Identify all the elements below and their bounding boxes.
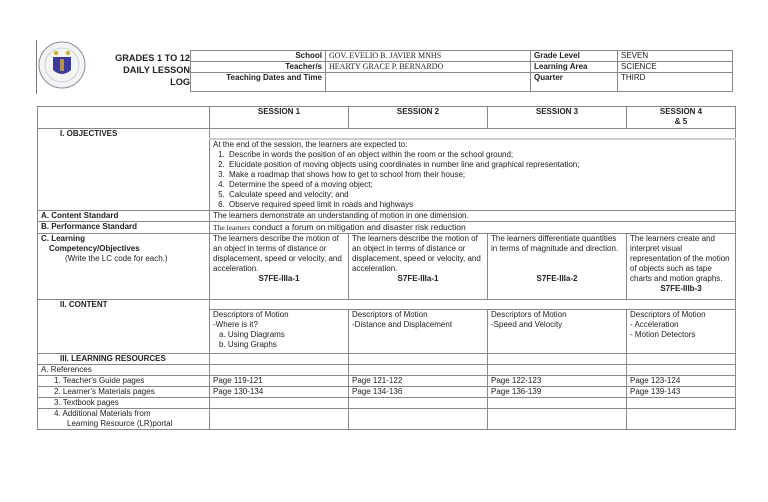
- additional-materials-session-4: [627, 408, 736, 429]
- additional-materials-session-1: [210, 408, 349, 429]
- performance-standard-text: conduct a forum on mitigation and disaster risk reduction: [250, 221, 466, 232]
- corner-cell: [38, 107, 210, 129]
- objective-item: 1. Describe in words the position of an object within the room or the school ground;: [227, 150, 732, 160]
- competency-text: The learners describe the motion of an object in terms of distance or displacement, speed or velocity, and acceleration.: [213, 233, 342, 273]
- objectives-heading: I. OBJECTIVES: [38, 129, 210, 211]
- cell: [488, 364, 627, 375]
- objective-item: 6. Observe required speed limit in roads and highways: [227, 200, 732, 210]
- learners-materials-label: 2. Learner's Materials pages: [38, 386, 210, 397]
- additional-materials-label: [38, 408, 210, 429]
- cell: [210, 353, 349, 364]
- competency-text: The learners create and interpret visual representation of the motion of objects such as tape charts and motion graphs.: [630, 233, 730, 283]
- additional-materials-session-2: [349, 408, 488, 429]
- lc-code: S7FE-IIIa-1: [258, 273, 300, 283]
- content-line: - Acceleration: [630, 319, 679, 329]
- cell: [349, 364, 488, 375]
- learners-materials-session-1: Page 130-134: [210, 386, 349, 397]
- competency-session-1: [210, 233, 349, 299]
- content-line: Descriptors of Motion: [213, 309, 289, 319]
- content-session-4: [627, 309, 736, 353]
- competency-label-line: Competency/Objectives: [49, 243, 140, 253]
- content-line: -Speed and Velocity: [491, 319, 563, 329]
- content-line: Descriptors of Motion: [630, 309, 706, 319]
- content-standard-label: A. Content Standard: [38, 210, 210, 221]
- session-2-header: SESSION 2: [349, 107, 488, 129]
- session-1-header: SESSION 1: [210, 107, 349, 129]
- objective-item: 4. Determine the speed of a moving object;: [227, 180, 732, 190]
- quarter-label: Quarter: [531, 73, 618, 92]
- content-line: -Distance and Displacement: [352, 319, 453, 329]
- content-line: -Where is it?: [213, 319, 258, 329]
- competency-text: The learners differentiate quantities in terms of magnitude and direction.: [491, 233, 619, 253]
- objectives-list: [213, 150, 732, 210]
- content-session-1: [210, 309, 349, 353]
- objectives-cell: [210, 139, 736, 211]
- content-spacer: [210, 299, 736, 309]
- deped-seal-icon: [37, 40, 87, 90]
- teacher-value[interactable]: HEARTY GRACE P. BERNARDO: [326, 62, 531, 73]
- content-heading: II. CONTENT: [38, 299, 210, 353]
- learning-area-label: Learning Area: [531, 62, 618, 73]
- content-line: Descriptors of Motion: [491, 309, 567, 319]
- teachers-guide-session-1: Page 119-121: [210, 375, 349, 386]
- cell: [349, 353, 488, 364]
- objectives-spacer: [210, 129, 736, 139]
- cell: [627, 353, 736, 364]
- teachers-guide-session-3: Page 122-123: [488, 375, 627, 386]
- session-3-header: SESSION 3: [488, 107, 627, 129]
- teachers-guide-session-4: Page 123-124: [627, 375, 736, 386]
- references-label: A. References: [38, 364, 210, 375]
- teaching-dates-value[interactable]: [326, 73, 531, 92]
- lc-code: S7FE-IIIa-2: [536, 273, 578, 283]
- lc-code: S7FE-IIIb-3: [660, 283, 702, 293]
- competency-session-2: [349, 233, 488, 299]
- content-standard-value: The learners demonstrate an understanding of motion in one dimension.: [210, 210, 736, 221]
- learners-materials-session-3: Page 136-139: [488, 386, 627, 397]
- competency-label: [38, 233, 210, 299]
- teachers-guide-label: 1. Teacher's Guide pages: [38, 375, 210, 386]
- objective-item: 5. Calculate speed and velocity; and: [227, 190, 732, 200]
- header-info-table: [190, 50, 733, 92]
- textbook-session-3: [488, 397, 627, 408]
- objective-item: 3. Make a roadmap that shows how to get to school from their house;: [227, 170, 732, 180]
- teacher-label: Teacher/s: [191, 62, 326, 73]
- performance-standard-prefix: The learners: [213, 222, 251, 232]
- session-4-header: [627, 107, 736, 129]
- textbook-session-4: [627, 397, 736, 408]
- school-label: School: [191, 51, 326, 62]
- additional-materials-line: 4. Additional Materials from: [54, 408, 151, 418]
- lc-code: S7FE-IIIa-1: [397, 273, 439, 283]
- performance-standard-value: [210, 221, 736, 233]
- learning-area-value[interactable]: SCIENCE: [618, 62, 733, 73]
- cell: [627, 364, 736, 375]
- additional-materials-session-3: [488, 408, 627, 429]
- textbook-session-1: [210, 397, 349, 408]
- content-line: a. Using Diagrams: [219, 329, 285, 339]
- lesson-log-table: [37, 106, 736, 430]
- objective-item: 2. Elucidate position of moving objects using coordinates in number line and graphical representation;: [227, 160, 732, 170]
- title-line: LOG: [170, 77, 190, 87]
- cell: [488, 353, 627, 364]
- competency-session-3: [488, 233, 627, 299]
- competency-session-4: [627, 233, 736, 299]
- quarter-value[interactable]: THIRD: [618, 73, 733, 92]
- objectives-intro: At the end of the session, the learners are expected to:: [213, 139, 408, 149]
- document-title: [92, 52, 190, 88]
- grade-level-label: Grade Level: [531, 51, 618, 62]
- content-line: - Motion Detectors: [630, 329, 696, 339]
- teachers-guide-session-2: Page 121-122: [349, 375, 488, 386]
- additional-materials-line: Learning Resource (LR)portal: [67, 418, 173, 428]
- performance-standard-label: B. Performance Standard: [38, 221, 210, 233]
- competency-label-note: (Write the LC code for each.): [65, 253, 168, 263]
- school-value[interactable]: GOV. EVELIO B. JAVIER MNHS: [326, 51, 531, 62]
- textbook-session-2: [349, 397, 488, 408]
- content-line: b. Using Graphs: [219, 339, 277, 349]
- title-line: DAILY LESSON: [123, 65, 190, 75]
- grade-level-value[interactable]: SEVEN: [618, 51, 733, 62]
- textbook-label: 3. Textbook pages: [38, 397, 210, 408]
- resources-heading: III. LEARNING RESOURCES: [38, 353, 210, 364]
- title-line: GRADES 1 TO 12: [115, 53, 190, 63]
- content-session-3: [488, 309, 627, 353]
- cell: [210, 364, 349, 375]
- content-session-2: [349, 309, 488, 353]
- teaching-dates-label: Teaching Dates and Time: [191, 73, 326, 92]
- session-4-label: SESSION 4: [659, 107, 703, 116]
- content-line: Descriptors of Motion: [352, 309, 428, 319]
- learners-materials-session-4: Page 139-143: [627, 386, 736, 397]
- session-5-label: & 5: [674, 117, 688, 126]
- learners-materials-session-2: Page 134-136: [349, 386, 488, 397]
- competency-text: The learners describe the motion of an object in terms of distance or displacement, speed or velocity, and acceleration.: [352, 233, 481, 273]
- competency-label-line: C. Learning: [41, 233, 86, 243]
